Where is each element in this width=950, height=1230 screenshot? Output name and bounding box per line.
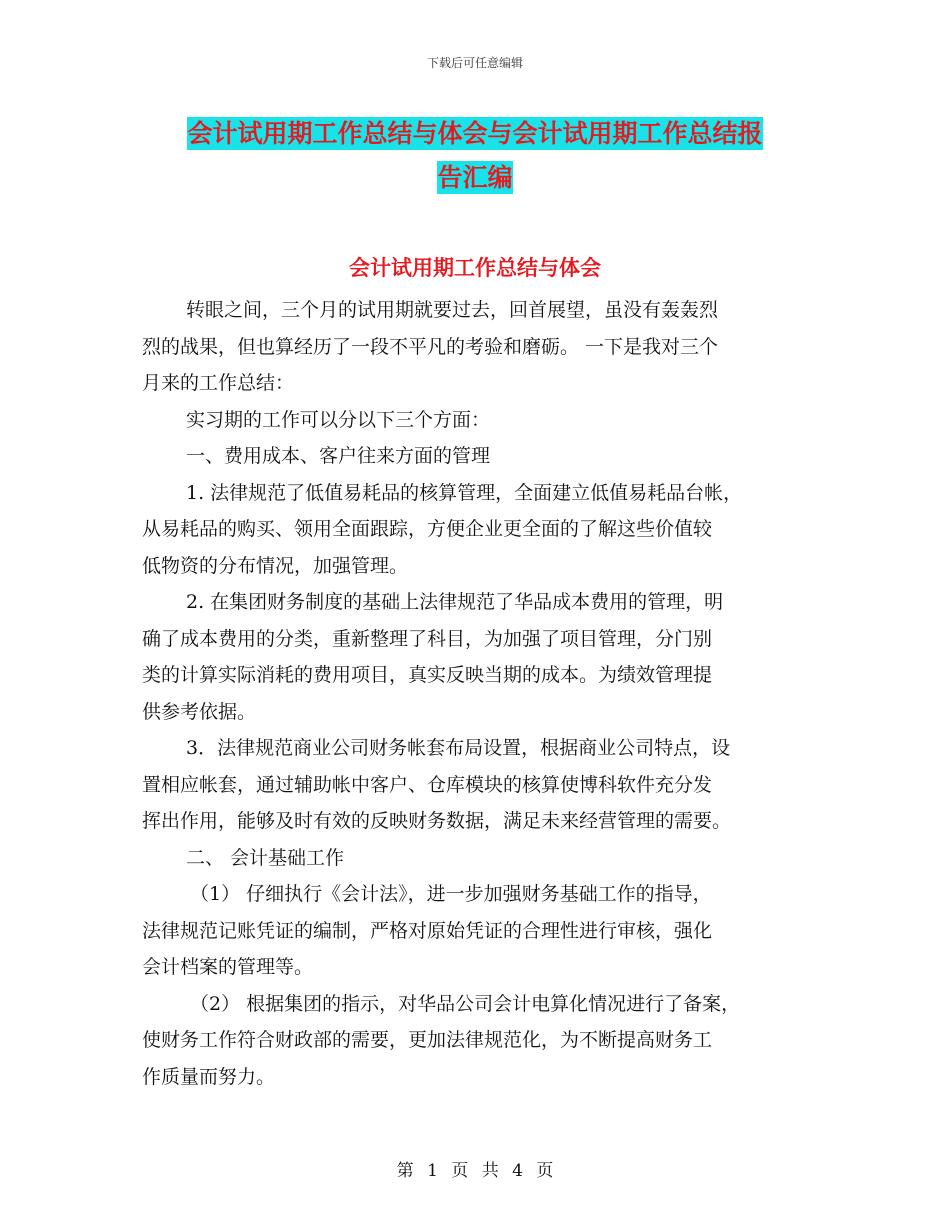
paragraph-line: 一、费用成本、客户往来方面的管理 — [186, 445, 491, 467]
paragraph-line: 月来的工作总结： — [142, 372, 295, 394]
page-header-note: 下载后可任意编辑 — [426, 56, 523, 70]
paragraph-line: 转眼之间，三个月的试用期就要过去，回首展望，虽没有轰轰烈 — [186, 299, 719, 321]
paragraph-line: 法律规范记账凭证的编制，严格对原始凭证的合理性进行审核，强化 — [142, 919, 713, 942]
paragraph-line: 烈的战果，但也算经历了一段不平凡的考验和磨砺。 一下是我对三个 — [142, 335, 719, 358]
paragraph-line: 挥出作用，能够及时有效的反映财务数据，满足未来经营管理的需要。 — [142, 810, 732, 832]
paragraph-line: 3．法律规范商业公司财务帐套布局设置，根据商业公司特点，设 — [186, 737, 731, 759]
paragraph-line: 1. 法律规范了低值易耗品的核算管理，全面建立低值易耗品台帐， — [186, 481, 743, 504]
paragraph-line: 2. 在集团财务制度的基础上法律规范了华品成本费用的管理，明 — [186, 591, 724, 613]
page-footer: 第 1 页 共 4 页 — [396, 1161, 554, 1181]
paragraph-line: （1） 仔细执行《会计法》，进一步加强财务基础工作的指导， — [190, 883, 712, 905]
paragraph-line: 确了成本费用的分类，重新整理了科目，为加强了项目管理，分门别 — [142, 627, 713, 650]
paragraph-line: 从易耗品的购买、领用全面跟踪，方便企业更全面的了解这些价值较 — [142, 518, 713, 540]
body-text — [142, 292, 822, 1095]
paragraph-line: 会计档案的管理等。 — [142, 956, 314, 978]
document-title-line-2 — [0, 158, 950, 194]
paragraph-line: 供参考依据。 — [142, 700, 257, 723]
paragraph-line: 二、 会计基础工作 — [186, 846, 345, 869]
paragraph-line: （2） 根据集团的指示，对华品公司会计电算化情况进行了备案， — [190, 992, 741, 1015]
document-title-line-1 — [0, 114, 950, 150]
paragraph-line: 低物资的分布情况，加强管理。 — [142, 554, 409, 577]
paragraph-line: 实习期的工作可以分以下三个方面： — [186, 408, 491, 431]
paragraph-line: 使财务工作符合财政部的需要，更加法律规范化，为不断提高财务工 — [142, 1029, 713, 1051]
section-title: 会计试用期工作总结与体会 — [349, 256, 601, 280]
title-highlight: 会计试用期工作总结与体会与会计试用期工作总结报 — [187, 119, 763, 148]
paragraph-line: 类的计算实际消耗的费用项目，真实反映当期的成本。为绩效管理提 — [142, 664, 713, 686]
paragraph-line: 置相应帐套，通过辅助帐中客户、仓库模块的核算使博科软件充分发 — [142, 773, 713, 796]
paragraph-line: 作质量而努力。 — [142, 1065, 276, 1088]
title-highlight: 告汇编 — [437, 163, 513, 192]
